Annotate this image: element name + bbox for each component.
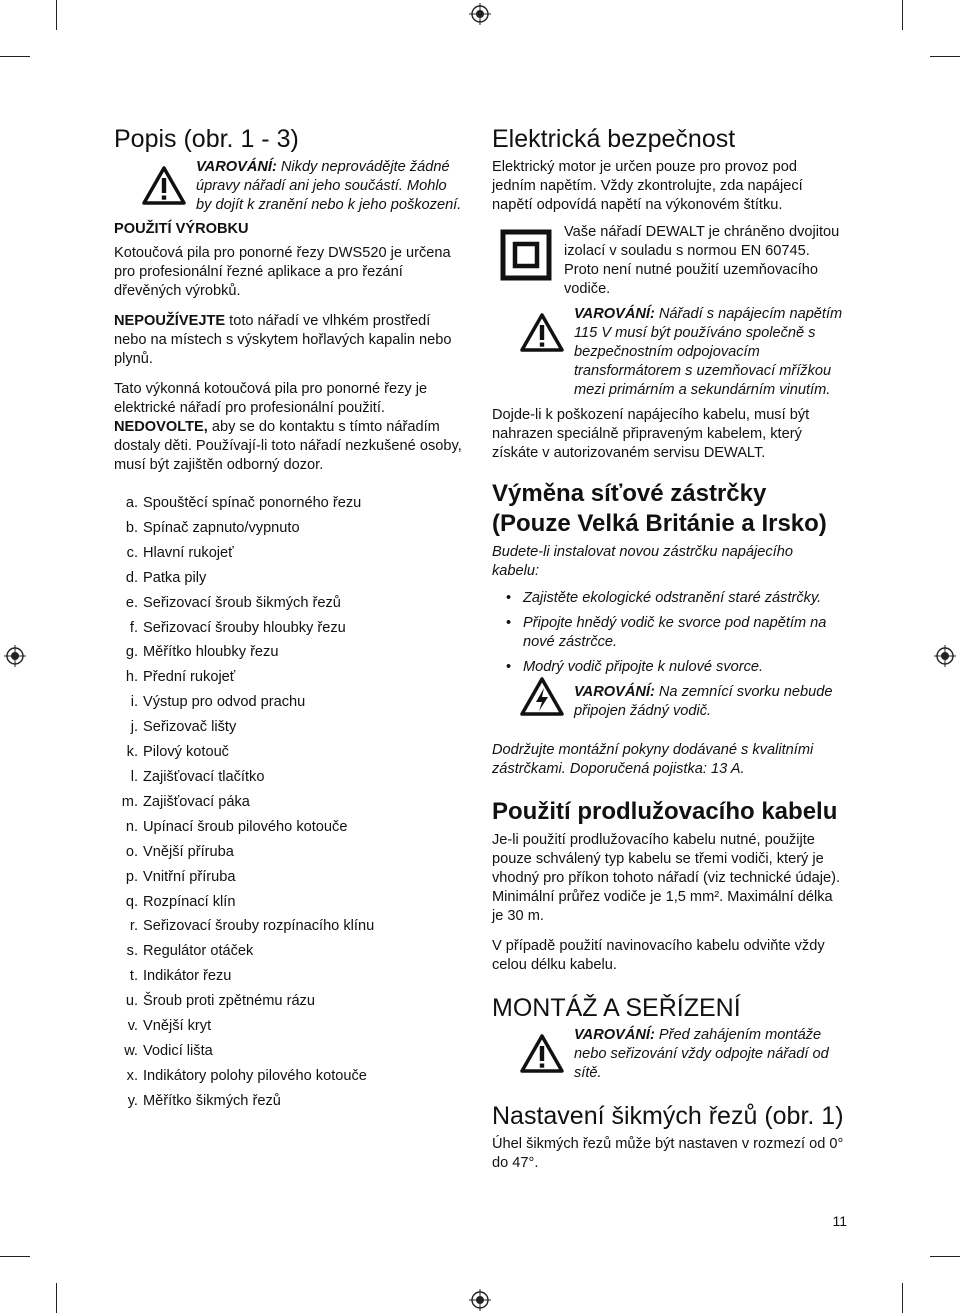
warning-text: VAROVÁNÍ: Nikdy neprovádějte žádné úpravy nářadí ani jeho součástí. Mohlo by dojít k zranění nebo k jeho poškození.	[196, 159, 462, 213]
list-item-text: Zajišťovací páka	[143, 793, 250, 810]
list-item	[114, 890, 466, 915]
list-item	[114, 939, 466, 964]
paragraph: NEDOVOLTE, aby se do kontaktu s tímto nářadím dostaly děti. Používají-li toto nářadí nezkušené osoby, musí být zajištěn odborný dozor.	[114, 419, 462, 473]
list-item	[114, 1014, 466, 1039]
list-item	[114, 541, 466, 566]
warning-block	[492, 305, 844, 400]
list-item-text: Vodicí lišta	[143, 1042, 213, 1059]
list-item	[114, 840, 466, 865]
assembly-heading: MONTÁŽ A SEŘÍZENÍ	[492, 994, 741, 1022]
warning-triangle-icon	[520, 313, 564, 353]
registration-mark-right	[934, 645, 956, 667]
list-item-letter: f.	[129, 619, 138, 636]
list-item-letter: a.	[125, 495, 138, 511]
list-item	[114, 914, 466, 939]
list-item-text: Spínač zapnuto/vypnuto	[143, 519, 300, 536]
list-item-text: Spouštěcí spínač ponorného řezu	[143, 495, 362, 511]
warning-text: VAROVÁNÍ: Před zahájením montáže nebo seřizování vždy odpojte nářadí od sítě.	[574, 1027, 829, 1081]
list-item-text: Zajišťovací tlačítko	[143, 768, 265, 785]
paragraph: Tato výkonná kotoučová pila pro ponorné řezy je elektrické nářadí pro profesionální použití.	[114, 381, 428, 416]
registration-mark-top	[469, 3, 491, 25]
list-item-text: Rozpínací klín	[143, 893, 236, 910]
product-use-heading: POUŽITÍ VÝROBKU	[114, 221, 249, 237]
list-item	[114, 1064, 466, 1089]
list-item-letter: r.	[129, 918, 138, 935]
warning-text: VAROVÁNÍ: Nářadí s napájecím napětím 115 V musí být používáno společně s bezpečnostním odpojovacím transformátorem s uzemňovací mřížkou mezi primárním a sekundárním vinutím.	[574, 306, 843, 398]
double-insulation-icon	[500, 229, 552, 281]
list-item-letter: i.	[130, 694, 138, 711]
list-item-text: Indikátor řezu	[143, 968, 232, 985]
list-item-text: Pilový kotouč	[143, 744, 229, 761]
list-item-text: Vnější příruba	[143, 843, 234, 860]
warning-block	[114, 158, 466, 215]
right-column	[492, 124, 844, 1173]
bullet-item: • Modrý vodič připojte k nulové svorce.	[492, 658, 844, 677]
parts-list	[114, 491, 466, 1114]
list-item-text: Regulátor otáček	[143, 943, 254, 960]
list-item	[114, 1089, 466, 1114]
list-item	[114, 964, 466, 989]
crop-mark	[902, 0, 903, 30]
warning-block	[492, 683, 844, 721]
list-item-letter: v.	[127, 1018, 138, 1035]
list-item-text: Indikátory polohy pilového kotouče	[143, 1067, 367, 1084]
list-item-text: Seřizovací šrouby hloubky řezu	[143, 619, 346, 636]
list-item-text: Měřítko šikmých řezů	[143, 1092, 281, 1109]
registration-mark-left	[4, 645, 26, 667]
paragraph: Budete-li instalovat novou zástrčku napájecího kabelu:	[492, 544, 793, 579]
list-item-letter: c.	[126, 544, 138, 561]
list-item-letter: h.	[125, 669, 138, 686]
list-item-letter: d.	[125, 569, 138, 586]
list-item	[114, 715, 466, 740]
list-item	[114, 516, 466, 541]
crop-mark	[930, 56, 960, 57]
list-item-text: Upínací šroub pilového kotouče	[143, 818, 348, 835]
bullet-item: • Připojte hnědý vodič ke svorce pod napětím na nové zástrčce.	[492, 614, 844, 652]
paragraph: V případě použití navinovacího kabelu odviňte vždy celou délku kabelu.	[492, 938, 825, 973]
list-item-letter: u.	[125, 993, 138, 1010]
list-item-letter: y.	[127, 1092, 138, 1109]
list-item-letter: l.	[130, 768, 138, 785]
paragraph: Elektrický motor je určen pouze pro provoz pod jedním napětím. Vždy zkontrolujte, zda napájecí napětí odpovídá napětí na výkonovém štítku.	[492, 159, 803, 213]
list-item-text: Šroub proti zpětnému rázu	[143, 993, 315, 1010]
bullet-item: • Zajistěte ekologické odstranění staré zástrčky.	[492, 589, 844, 608]
list-item-letter: e.	[125, 594, 138, 611]
list-item	[114, 865, 466, 890]
crop-mark	[56, 0, 57, 30]
list-item-letter: b.	[125, 519, 138, 536]
list-item-text: Výstup pro odvod prachu	[143, 694, 306, 711]
paragraph: Úhel šikmých řezů může být nastaven v rozmezí od 0° do 47°.	[492, 1136, 844, 1171]
paragraph: Dodržujte montážní pokyny dodávané s kvalitními zástrčkami. Doporučená pojistka: 13 A.	[492, 742, 814, 777]
list-item-text: Patka pily	[143, 569, 207, 586]
crop-mark	[0, 1256, 30, 1257]
list-item	[114, 790, 466, 815]
crop-mark	[902, 1283, 903, 1313]
list-item-letter: w.	[124, 1042, 138, 1059]
list-item	[114, 640, 466, 665]
double-insulation-block	[492, 223, 844, 299]
list-item	[114, 765, 466, 790]
description-heading: Popis (obr. 1 - 3)	[114, 125, 299, 153]
electrical-safety-heading: Elektrická bezpečnost	[492, 125, 736, 153]
list-item	[114, 616, 466, 641]
list-item-letter: q.	[125, 893, 138, 910]
crop-mark	[56, 1283, 57, 1313]
list-item	[114, 815, 466, 840]
list-item-letter: p.	[125, 868, 138, 885]
list-item	[114, 491, 466, 516]
plug-replacement-heading: Výměna síťové zástrčky (Pouze Velká Británie a Irsko)	[492, 480, 827, 537]
double-insulation-text: Vaše nářadí DEWALT je chráněno dvojitou izolací v souladu s normou EN 60745. Proto není nutné použití uzemňovacího vodiče.	[564, 224, 840, 297]
list-item	[114, 989, 466, 1014]
list-item-letter: g.	[125, 644, 138, 661]
list-item	[114, 665, 466, 690]
electric-shock-warning-icon	[520, 677, 564, 717]
list-item-text: Hlavní rukojeť	[143, 544, 234, 561]
list-item-text: Vnitřní příruba	[143, 868, 236, 885]
list-item	[114, 1039, 466, 1064]
page-number: 11	[832, 1213, 847, 1229]
list-item-text: Seřizovač lišty	[143, 719, 237, 736]
list-item-text: Měřítko hloubky řezu	[143, 644, 279, 661]
list-item-text: Přední rukojeť	[143, 669, 236, 686]
warning-triangle-icon	[520, 1034, 564, 1074]
list-item-letter: o.	[125, 843, 138, 860]
list-item	[114, 690, 466, 715]
list-item	[114, 566, 466, 591]
extension-cable-heading: Použití prodlužovacího kabelu	[492, 798, 838, 825]
paragraph: Dojde-li k poškození napájecího kabelu, musí být nahrazen speciálně připraveným kabelem, který získáte v autorizovaném servisu DEWALT.	[492, 407, 810, 461]
crop-mark	[930, 1256, 960, 1257]
warning-text: VAROVÁNÍ: Na zemnící svorku nebude připojen žádný vodič.	[574, 684, 833, 719]
list-item-letter: m.	[121, 793, 138, 810]
list-item-letter: s.	[126, 943, 138, 960]
list-item-letter: x.	[126, 1067, 138, 1084]
bevel-heading: Nastavení šikmých řezů (obr. 1)	[492, 1102, 844, 1130]
list-item-letter: k.	[126, 744, 138, 761]
list-item-letter: t.	[129, 968, 138, 985]
list-item-text: Seřizovací šrouby rozpínacího klínu	[143, 918, 375, 935]
paragraph: Je-li použití prodlužovacího kabelu nutné, použijte pouze schválený typ kabelu se třemi vodiči, který je vhodný pro příkon tohoto nářadí (viz technické údaje). Minimální průřez vodiče je 1,5 mm². Maximální délka je 30 m.	[492, 832, 841, 924]
list-item-letter: n.	[125, 818, 138, 835]
paragraph: Kotoučová pila pro ponorné řezy DWS520 je určena pro profesionální řezné aplikace a pro řezání dřevěných výrobků.	[114, 245, 451, 299]
paragraph: NEPOUŽÍVEJTE toto nářadí ve vlhkém prostředí nebo na místech s výskytem hořlavých kapalin nebo plynů.	[114, 313, 452, 367]
list-item-text: Seřizovací šroub šikmých řezů	[143, 594, 341, 611]
warning-triangle-icon	[142, 166, 186, 206]
plug-bullet-list	[492, 589, 844, 677]
list-item	[114, 591, 466, 616]
left-column	[114, 124, 466, 1114]
list-item	[114, 740, 466, 765]
warning-block	[492, 1026, 844, 1083]
crop-mark	[0, 56, 30, 57]
registration-mark-bottom	[469, 1289, 491, 1311]
list-item-letter: j.	[130, 719, 138, 736]
list-item-text: Vnější kryt	[143, 1018, 212, 1035]
